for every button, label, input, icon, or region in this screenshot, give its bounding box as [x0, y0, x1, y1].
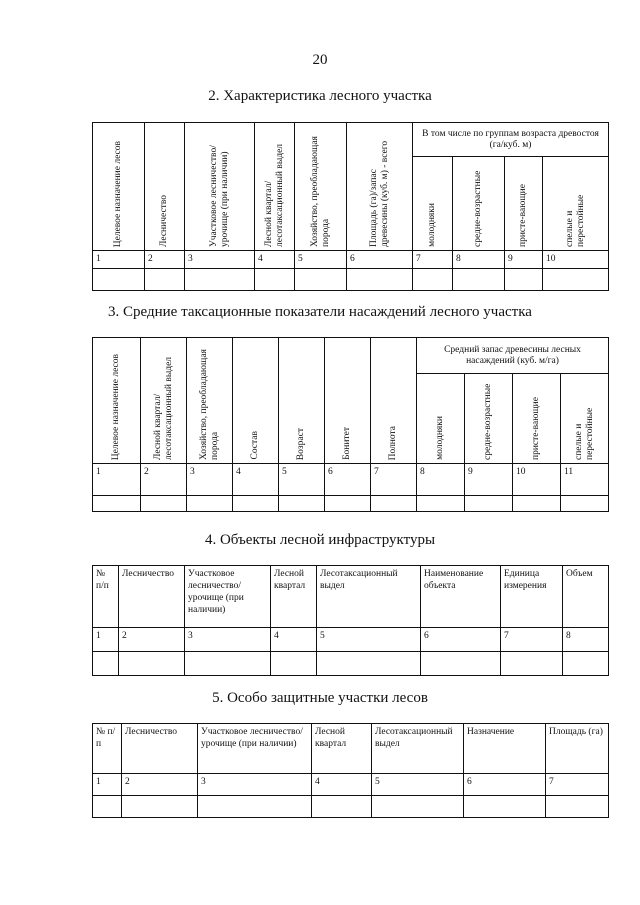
- header-cell: [255, 123, 295, 251]
- header-text: Участковое лесничество/ урочище (при наличии): [208, 145, 230, 247]
- empty-cell: [561, 496, 609, 512]
- empty-cell: [279, 496, 325, 512]
- empty-cell: [464, 796, 546, 818]
- table-row: [93, 269, 609, 291]
- header-text: Лесной квартал/ лесотаксационный выдел: [263, 143, 285, 247]
- column-number: 6: [325, 464, 371, 496]
- empty-cell: [198, 796, 312, 818]
- header-cell: Единица измерения: [501, 566, 563, 628]
- age-group-header: В том числе по группам возраста древостоя (га/куб. м): [413, 123, 609, 157]
- column-number: 7: [501, 628, 563, 652]
- empty-cell: [453, 269, 505, 291]
- header-cell: [325, 338, 371, 464]
- column-number: 1: [93, 774, 122, 796]
- header-cell: Наименование объекта: [421, 566, 501, 628]
- section-4-title: 4. Объекты лесной инфраструктуры: [204, 532, 436, 548]
- sub-header-text: спелые и перестойные: [573, 407, 595, 460]
- column-number: 4: [255, 251, 295, 269]
- empty-cell: [372, 796, 464, 818]
- column-number: 2: [141, 464, 187, 496]
- empty-cell: [93, 652, 119, 676]
- empty-cell: [546, 796, 609, 818]
- empty-cell: [347, 269, 413, 291]
- header-text: Возраст: [296, 427, 306, 460]
- column-number: 5: [372, 774, 464, 796]
- empty-cell: [513, 496, 561, 512]
- column-number: 3: [187, 464, 233, 496]
- empty-cell: [505, 269, 543, 291]
- column-number: 3: [198, 774, 312, 796]
- empty-cell: [417, 496, 465, 512]
- sub-header-text: средне-возрастные: [483, 383, 493, 460]
- sub-header-cell: [543, 157, 609, 251]
- header-cell: [233, 338, 279, 464]
- header-cell: [145, 123, 185, 251]
- header-cell: № п/п: [93, 724, 122, 774]
- empty-cell: [93, 796, 122, 818]
- column-number: 4: [271, 628, 317, 652]
- average-stock-header: Средний запас древесины лесных насаждений (куб. м/га): [417, 338, 609, 374]
- header-cell: [185, 123, 255, 251]
- empty-cell: [185, 652, 271, 676]
- header-cell: Участковое лесничество/урочище (при наличии): [198, 724, 312, 774]
- sub-header-cell: [505, 157, 543, 251]
- header-cell: Лесной квартал: [271, 566, 317, 628]
- empty-cell: [255, 269, 295, 291]
- sub-header-text: молодняки: [435, 416, 445, 460]
- section-5-title: 5. Особо защитные участки лесов: [212, 690, 428, 706]
- column-number: 3: [185, 251, 255, 269]
- sub-header-cell: [417, 374, 465, 464]
- header-cell: № п/п: [93, 566, 119, 628]
- forest-infrastructure-table: [92, 565, 609, 676]
- column-number: 6: [464, 774, 546, 796]
- empty-cell: [465, 496, 513, 512]
- header-text: Хозяйство, преобладающая порода: [198, 349, 220, 460]
- column-number: 9: [505, 251, 543, 269]
- column-number: 8: [453, 251, 505, 269]
- column-number: 5: [295, 251, 347, 269]
- header-cell: Лесничество: [119, 566, 185, 628]
- sub-header-text: присте-вающие: [518, 184, 528, 247]
- empty-cell: [501, 652, 563, 676]
- column-number: 7: [546, 774, 609, 796]
- column-number: 11: [561, 464, 609, 496]
- header-text: Лесной квартал/ лесотаксационный выдел: [152, 356, 174, 460]
- header-cell: Площадь (га): [546, 724, 609, 774]
- sub-header-cell: [513, 374, 561, 464]
- empty-cell: [371, 496, 417, 512]
- column-number: 2: [145, 251, 185, 269]
- header-text: Площадь (га)/запас древесины (куб. м) - всего: [368, 140, 390, 247]
- header-cell: [347, 123, 413, 251]
- column-number: 4: [312, 774, 372, 796]
- table-row: [93, 652, 609, 676]
- column-number: 5: [279, 464, 325, 496]
- empty-cell: [122, 796, 198, 818]
- sub-header-cell: [453, 157, 505, 251]
- column-number: 9: [465, 464, 513, 496]
- column-number: 1: [93, 251, 145, 269]
- header-text: Лесничество: [159, 195, 169, 247]
- table-row: [93, 496, 609, 512]
- header-cell: [295, 123, 347, 251]
- column-number: 2: [119, 628, 185, 652]
- empty-cell: [543, 269, 609, 291]
- column-number: 2: [122, 774, 198, 796]
- empty-cell: [93, 269, 145, 291]
- empty-cell: [145, 269, 185, 291]
- header-cell: Объем: [563, 566, 609, 628]
- header-text: Хозяйство, преобладающая порода: [309, 136, 331, 247]
- column-number: 8: [417, 464, 465, 496]
- empty-cell: [413, 269, 453, 291]
- sub-header-text: молодняки: [427, 203, 437, 247]
- column-number: 4: [233, 464, 279, 496]
- empty-cell: [563, 652, 609, 676]
- empty-cell: [141, 496, 187, 512]
- header-cell: [141, 338, 187, 464]
- empty-cell: [185, 269, 255, 291]
- header-cell: [93, 123, 145, 251]
- column-number: 6: [421, 628, 501, 652]
- sub-header-text: спелые и перестойные: [564, 194, 586, 247]
- column-number: 8: [563, 628, 609, 652]
- empty-cell: [187, 496, 233, 512]
- sub-header-cell: [561, 374, 609, 464]
- header-text: Состав: [250, 431, 260, 460]
- header-cell: [371, 338, 417, 464]
- section-3-title: 3. Средние таксационные показатели насаждений лесного участка: [108, 304, 532, 320]
- header-cell: [93, 338, 141, 464]
- header-cell: [279, 338, 325, 464]
- header-text: Бонитет: [342, 427, 352, 460]
- protective-forest-areas-table: [92, 723, 609, 818]
- header-text: Целевое назначение лесов: [111, 353, 121, 460]
- column-number: 5: [317, 628, 421, 652]
- empty-cell: [295, 269, 347, 291]
- page-number: 20: [312, 52, 328, 68]
- header-cell: Участковое лесничество/ урочище (при наличии): [185, 566, 271, 628]
- header-cell: Назначение: [464, 724, 546, 774]
- column-number: 1: [93, 464, 141, 496]
- header-text: Полнота: [388, 425, 398, 460]
- column-number: 10: [543, 251, 609, 269]
- header-cell: Лесотаксационный выдел: [317, 566, 421, 628]
- header-cell: Лесничество: [122, 724, 198, 774]
- forest-plot-characteristics-table: [92, 122, 609, 291]
- empty-cell: [271, 652, 317, 676]
- column-number: 3: [185, 628, 271, 652]
- column-number: 1: [93, 628, 119, 652]
- empty-cell: [233, 496, 279, 512]
- sub-header-text: средне-возрастные: [473, 170, 483, 247]
- column-number: 6: [347, 251, 413, 269]
- section-2-title: 2. Характеристика лесного участка: [208, 88, 432, 104]
- sub-header-text: присте-вающие: [531, 397, 541, 460]
- sub-header-cell: [465, 374, 513, 464]
- column-number: 7: [413, 251, 453, 269]
- header-cell: [187, 338, 233, 464]
- header-text: Целевое назначение лесов: [113, 140, 123, 247]
- empty-cell: [93, 496, 141, 512]
- sub-header-cell: [413, 157, 453, 251]
- column-number: 10: [513, 464, 561, 496]
- empty-cell: [312, 796, 372, 818]
- empty-cell: [119, 652, 185, 676]
- header-cell: Лесотаксационный выдел: [372, 724, 464, 774]
- column-number: 7: [371, 464, 417, 496]
- average-taxation-indicators-table: [92, 337, 609, 512]
- empty-cell: [317, 652, 421, 676]
- empty-cell: [421, 652, 501, 676]
- empty-cell: [325, 496, 371, 512]
- table-row: [93, 796, 609, 818]
- header-cell: Лесной квартал: [312, 724, 372, 774]
